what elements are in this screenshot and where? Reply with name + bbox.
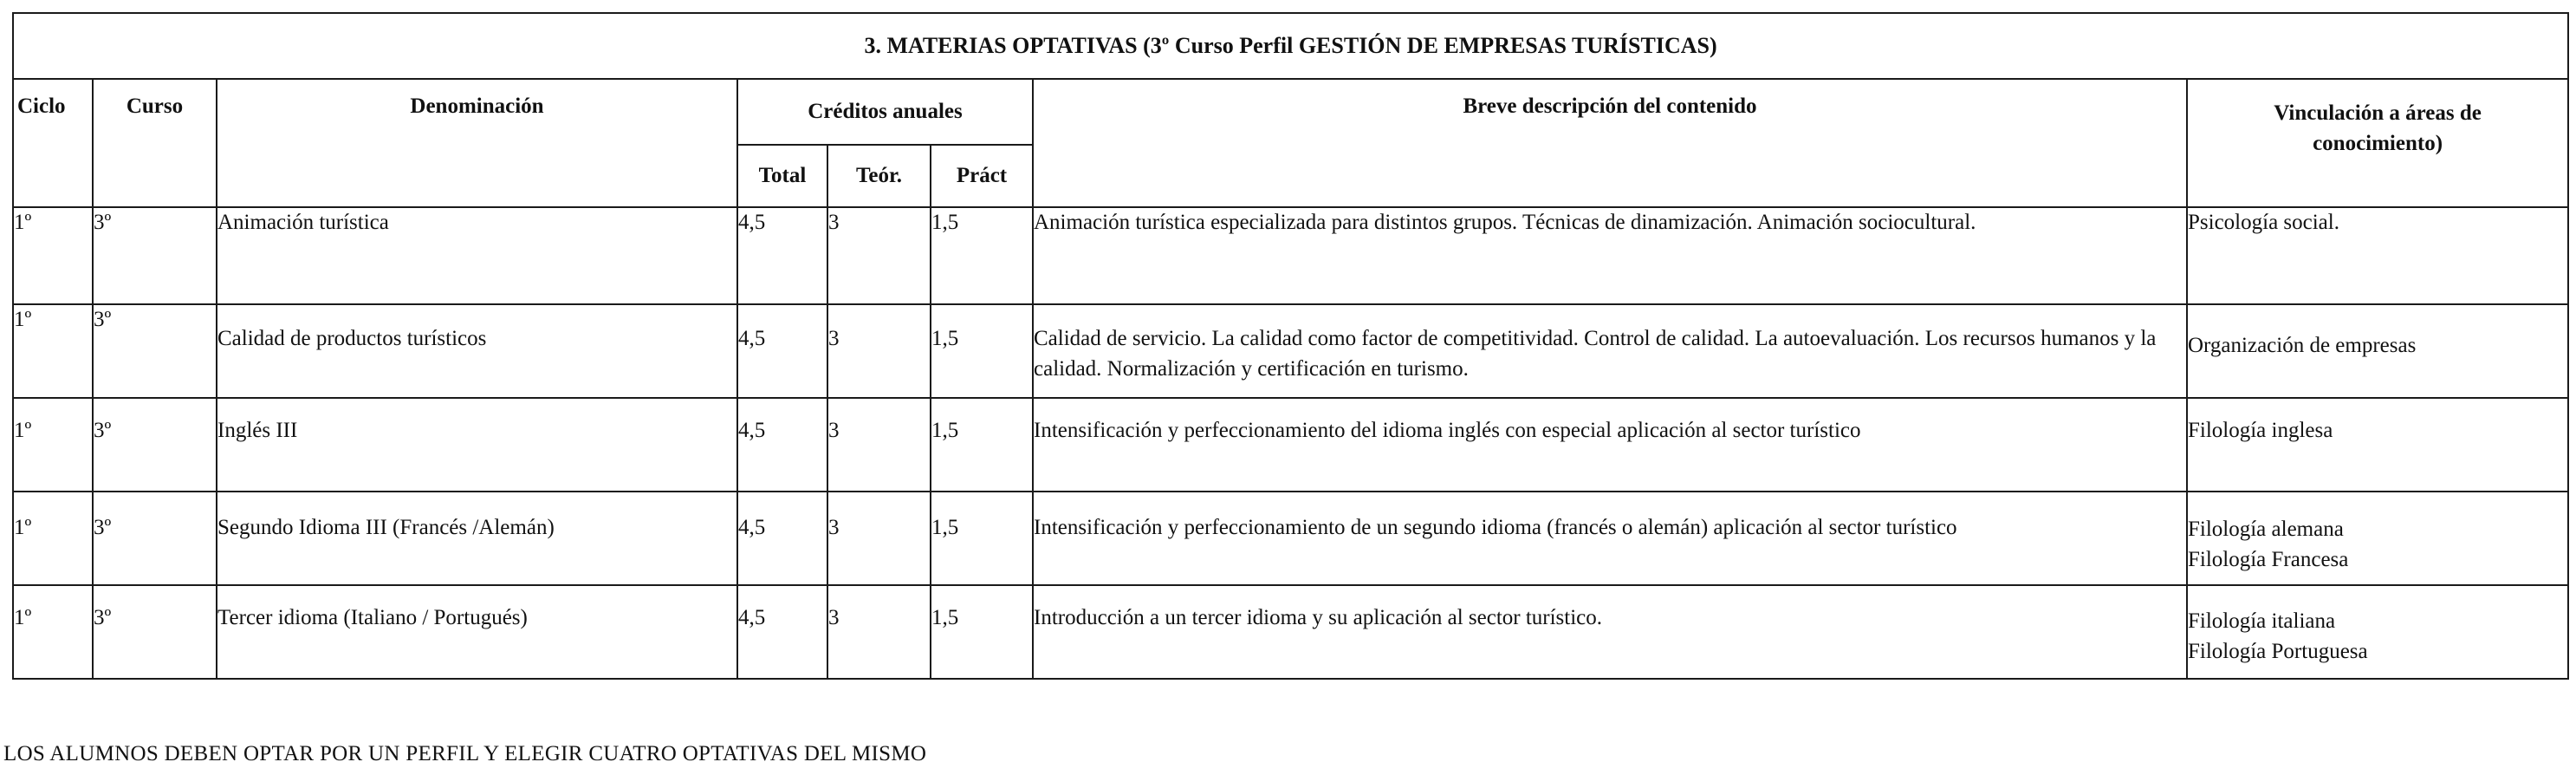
cell-teor: 3 — [827, 207, 931, 304]
cell-curso: 3º — [93, 207, 217, 304]
cell-descripcion: Intensificación y perfeccionamiento del idioma inglés con especial aplicación al sector turístico — [1033, 398, 2187, 492]
cell-total: 4,5 — [737, 585, 827, 679]
cell-vinculacion: Psicología social. — [2187, 207, 2568, 304]
cell-descripcion: Calidad de servicio. La calidad como factor de competitividad. Control de calidad. La autoevaluación. Los recursos humanos y la calidad. Normalización y certificación en turismo. — [1033, 304, 2187, 398]
cell-ciclo: 1º — [13, 585, 93, 679]
cell-vinculacion: Filología alemana Filología Francesa — [2187, 492, 2568, 585]
cell-teor: 3 — [827, 585, 931, 679]
cell-vinculacion: Filología inglesa — [2187, 398, 2568, 492]
header-descripcion: Breve descripción del contenido — [1033, 79, 2187, 207]
cell-total: 4,5 — [737, 207, 827, 304]
header-creditos-anuales: Créditos anuales — [737, 79, 1033, 145]
header-pract: Práct — [931, 145, 1033, 207]
table-row — [13, 492, 2568, 585]
cell-denominacion: Calidad de productos turísticos — [217, 304, 737, 398]
cell-denominacion: Segundo Idioma III (Francés /Alemán) — [217, 492, 737, 585]
cell-pract: 1,5 — [931, 585, 1033, 679]
cell-curso: 3º — [93, 304, 217, 398]
cell-descripcion: Introducción a un tercer idioma y su aplicación al sector turístico. — [1033, 585, 2187, 679]
cell-vinculacion: Filología italiana Filología Portuguesa — [2187, 585, 2568, 679]
cell-total: 4,5 — [737, 492, 827, 585]
cell-ciclo: 1º — [13, 207, 93, 304]
header-total: Total — [737, 145, 827, 207]
cell-pract: 1,5 — [931, 304, 1033, 398]
header-ciclo: Ciclo — [13, 79, 93, 207]
header-teor: Teór. — [827, 145, 931, 207]
cell-pract: 1,5 — [931, 492, 1033, 585]
table-row — [13, 398, 2568, 492]
cell-curso: 3º — [93, 585, 217, 679]
cell-vinculacion: Organización de empresas — [2187, 304, 2568, 398]
header-curso: Curso — [93, 79, 217, 207]
cell-pract: 1,5 — [931, 207, 1033, 304]
cell-ciclo: 1º — [13, 492, 93, 585]
table-title: 3. MATERIAS OPTATIVAS (3º Curso Perfil GESTIÓN DE EMPRESAS TURÍSTICAS) — [13, 13, 2568, 79]
cell-denominacion: Inglés III — [217, 398, 737, 492]
header-vinculacion: Vinculación a áreas de conocimiento) — [2187, 79, 2568, 207]
optativas-table — [12, 12, 2569, 680]
header-denominacion: Denominación — [217, 79, 737, 207]
cell-descripcion: Intensificación y perfeccionamiento de un segundo idioma (francés o alemán) aplicación al sector turístico — [1033, 492, 2187, 585]
cell-teor: 3 — [827, 492, 931, 585]
cell-pract: 1,5 — [931, 398, 1033, 492]
cell-total: 4,5 — [737, 398, 827, 492]
cell-ciclo: 1º — [13, 398, 93, 492]
cell-denominacion: Animación turística — [217, 207, 737, 304]
cell-curso: 3º — [93, 398, 217, 492]
cell-denominacion: Tercer idioma (Italiano / Portugués) — [217, 585, 737, 679]
table-row — [13, 304, 2568, 398]
cell-teor: 3 — [827, 398, 931, 492]
cell-descripcion: Animación turística especializada para distintos grupos. Técnicas de dinamización. Animación sociocultural. — [1033, 207, 2187, 304]
cell-curso: 3º — [93, 492, 217, 585]
cell-total: 4,5 — [737, 304, 827, 398]
footer-note: LOS ALUMNOS DEBEN OPTAR POR UN PERFIL Y ELEGIR CUATRO OPTATIVAS DEL MISMO — [3, 742, 927, 765]
table-row — [13, 207, 2568, 304]
table-row — [13, 585, 2568, 679]
cell-ciclo: 1º — [13, 304, 93, 398]
cell-teor: 3 — [827, 304, 931, 398]
